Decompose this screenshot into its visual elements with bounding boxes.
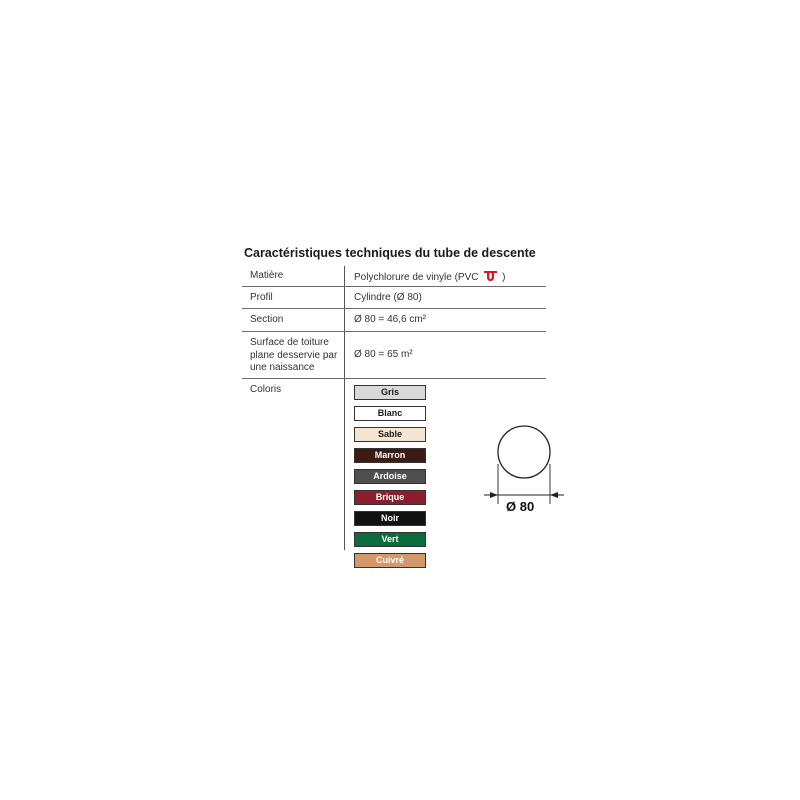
color-swatch-vert: Vert	[354, 532, 426, 547]
color-swatch-ardoise: Ardoise	[354, 469, 426, 484]
diameter-label: Ø 80	[506, 499, 535, 514]
dimension-arrow-left	[490, 492, 498, 498]
spec-value-text: Polychlorure de vinyle (PVC	[354, 272, 479, 283]
spec-row-profil	[242, 287, 546, 309]
nf-certification-mark-icon	[483, 270, 498, 282]
color-swatch-sable: Sable	[354, 427, 426, 442]
spec-label: Matière	[250, 270, 284, 281]
spec-row-matiere	[242, 266, 546, 287]
color-swatch-noir: Noir	[354, 511, 426, 526]
spec-value: Cylindre (Ø 80)	[354, 292, 422, 303]
color-swatch-marron: Marron	[354, 448, 426, 463]
spec-value	[354, 270, 505, 284]
color-swatch-gris: Gris	[354, 385, 426, 400]
spec-label: Coloris	[250, 384, 282, 395]
color-swatch-list	[354, 385, 426, 574]
color-swatch-brique: Brique	[354, 490, 426, 505]
spec-row-surface	[242, 332, 546, 379]
pipe-section-diagram	[484, 420, 564, 520]
spec-value-text-end: )	[502, 272, 506, 283]
pipe-cross-section	[498, 426, 550, 478]
color-swatch-blanc: Blanc	[354, 406, 426, 421]
spec-row-section	[242, 309, 546, 332]
spec-label: Section	[250, 314, 284, 325]
spec-label: Surface de toiture plane desservie par une naissance	[250, 337, 338, 373]
sheet-title: Caractéristiques techniques du tube de descente	[244, 246, 536, 260]
spec-value: Ø 80 = 46,6 cm²	[354, 314, 426, 325]
spec-value: Ø 80 = 65 m²	[354, 349, 413, 360]
color-swatch-cuivre: Cuivré	[354, 553, 426, 568]
spec-label: Profil	[250, 292, 273, 303]
dimension-arrow-right	[550, 492, 558, 498]
